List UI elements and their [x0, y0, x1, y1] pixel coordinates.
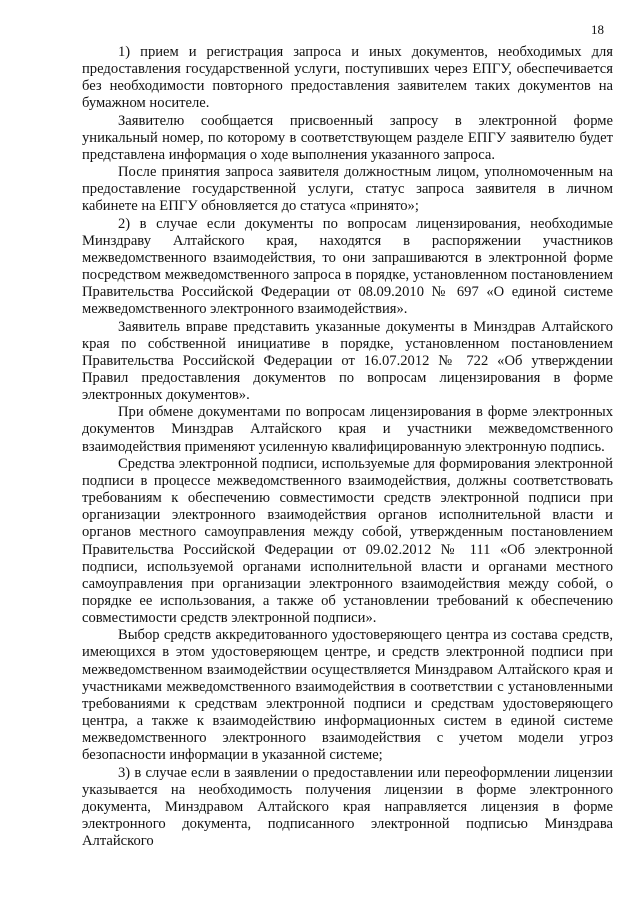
paragraph-certification-center: Выбор средств аккредитованного удостоверяющего центра из состава средств, имеющихся в этом удостоверяющем центре, и средств электронной подписи при межведомственном взаимодействии осуществляется Минздравом Алтайского края и участниками межведомственного взаимодействия в соответствии с установленными требованиями к средствам электронной подписи и средствам удостоверяющего центра, а также к взаимодействию информационных систем в единой системе межведомственного электронного взаимодействия с учетом модели угроз безопасности информации в указанной системе; [82, 627, 613, 764]
paragraph-item-3-electronic-license: 3) в случае если в заявлении о предоставлении или переоформлении лицензии указывается на необходимость получения лицензии в форме электронного документа, Минздравом Алтайского края направляется лицензия в форме электронного документа, подписанного электронной подписью Минздрава Алтайского [82, 764, 613, 850]
paragraph-qualified-signature: При обмене документами по вопросам лицензирования в форме электронных документов Минздрав Алтайского края и участники межведомственного взаимодействия применяют усиленную квалифицированную электронную подпись. [82, 404, 613, 455]
paragraph-own-initiative: Заявитель вправе представить указанные документы в Минздрав Алтайского края по собственной инициативе в порядке, установленном постановлением Правительства Российской Федерации от 16.07.2012 № 722 «Об утверждении Правил предоставления документов по вопросам лицензирования в форме электронных документов». [82, 318, 613, 404]
paragraph-unique-number: Заявителю сообщается присвоенный запросу в электронной форме уникальный номер, по которому в соответствующем разделе ЕПГУ заявителю будет представлена информация о ходе выполнения указанного запроса. [82, 112, 613, 163]
paragraph-item-1-reception: 1) прием и регистрация запроса и иных документов, необходимых для предоставления государственной услуги, поступивших через ЕПГУ, обеспечивается без необходимости повторного предоставления заявителем таких документов на бумажном носителе. [82, 44, 613, 112]
page-number: 18 [591, 22, 604, 37]
document-body [82, 44, 613, 850]
paragraph-signature-means: Средства электронной подписи, используемые для формирования электронной подписи в процессе межведомственного взаимодействия, должны соответствовать требованиям к обеспечению совместимости средств электронной подписи при организации электронного взаимодействия органов исполнительной власти и органов местного самоуправления между собой, утвержденным постановлением Правительства Российской Федерации от 09.02.2012 № 111 «Об электронной подписи, используемой органами исполнительной власти и органами местного самоуправления при организации электронного взаимодействия между собой, о порядке ее использования, а также об установлении требований к обеспечению совместимости средств электронной подписи». [82, 455, 613, 627]
paragraph-status-accepted: После принятия запроса заявителя должностным лицом, уполномоченным на предоставление государственной услуги, статус запроса заявителя в личном кабинете на ЕПГУ обновляется до статуса «принято»; [82, 164, 613, 215]
paragraph-item-2-interagency-request: 2) в случае если документы по вопросам лицензирования, необходимые Минздраву Алтайского края, находятся в распоряжении участников межведомственного взаимодействия, то они запрашиваются в электронной форме посредством межведомственного запроса в порядке, установленном постановлением Правительства Российской Федерации от 08.09.2010 № 697 «О единой системе межведомственного электронного взаимодействия». [82, 215, 613, 318]
